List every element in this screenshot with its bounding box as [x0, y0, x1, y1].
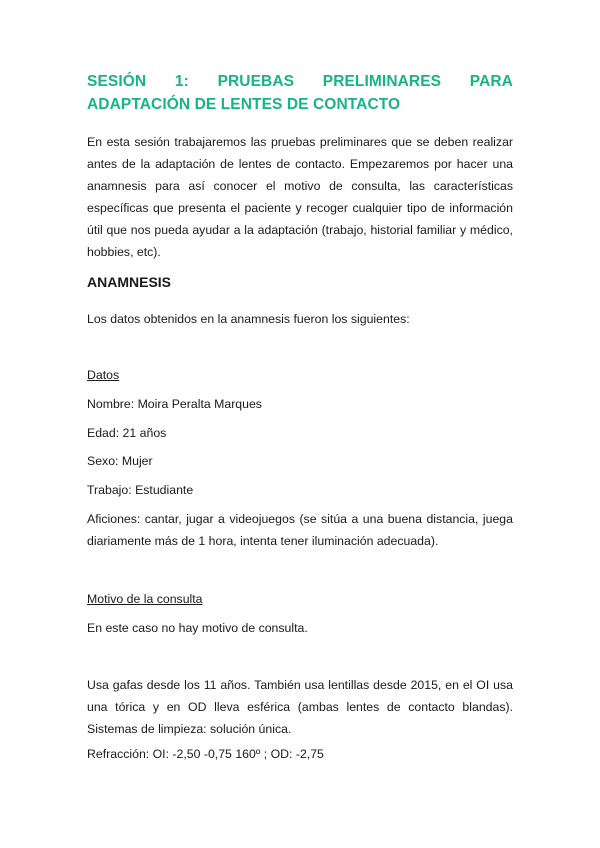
intro-paragraph: En esta sesión trabajaremos las pruebas preliminares que se deben realizar antes de la adaptación de lentes de contacto. Empezaremos por hacer una anamnesis para así conocer el motivo de consulta, las características específicas que presenta el paciente y recoger cualquier tipo de información útil que nos pueda ayudar a la adaptación (trabajo, historial familiar y médico, hobbies, etc). — [87, 135, 513, 259]
session-title — [87, 70, 513, 116]
motivo-heading: Motivo de la consulta — [87, 592, 203, 606]
title-word: 1: — [174, 73, 189, 90]
session-title-line2: ADAPTACIÓN DE LENTES DE CONTACTO — [87, 96, 401, 113]
motivo-text: En este caso no hay motivo de consulta. — [87, 621, 308, 635]
title-word: PARA — [469, 73, 513, 90]
anamnesis-lead: Los datos obtenidos en la anamnesis fueron los siguientes: — [87, 312, 410, 326]
title-word: PRELIMINARES — [322, 73, 442, 90]
trabajo-field: Trabajo: Estudiante — [87, 483, 194, 497]
title-word: PRUEBAS — [217, 73, 295, 90]
nombre-field: Nombre: Moira Peralta Marques — [87, 397, 262, 411]
document-page — [87, 70, 513, 761]
datos-heading: Datos — [87, 368, 120, 382]
refraccion-field: Refracción: OI: -2,50 -0,75 160º ; OD: -2,75 — [87, 747, 324, 761]
title-word: SESIÓN — [87, 73, 147, 90]
edad-field: Edad: 21 años — [87, 426, 167, 440]
gafas-paragraph: Usa gafas desde los 11 años. También usa lentillas desde 2015, en el OI usa una tórica y en OD lleva esférica (ambas lentes de contacto blandas). Sistemas de limpieza: solución única. — [87, 678, 513, 736]
session-title-line1 — [87, 70, 513, 93]
anamnesis-heading: ANAMNESIS — [87, 274, 172, 290]
aficiones-field: Aficiones: cantar, jugar a videojuegos (se sitúa a una buena distancia, juega diariamente más de 1 hora, intenta tener iluminación adecuada). — [87, 512, 513, 548]
sexo-field: Sexo: Mujer — [87, 454, 153, 468]
